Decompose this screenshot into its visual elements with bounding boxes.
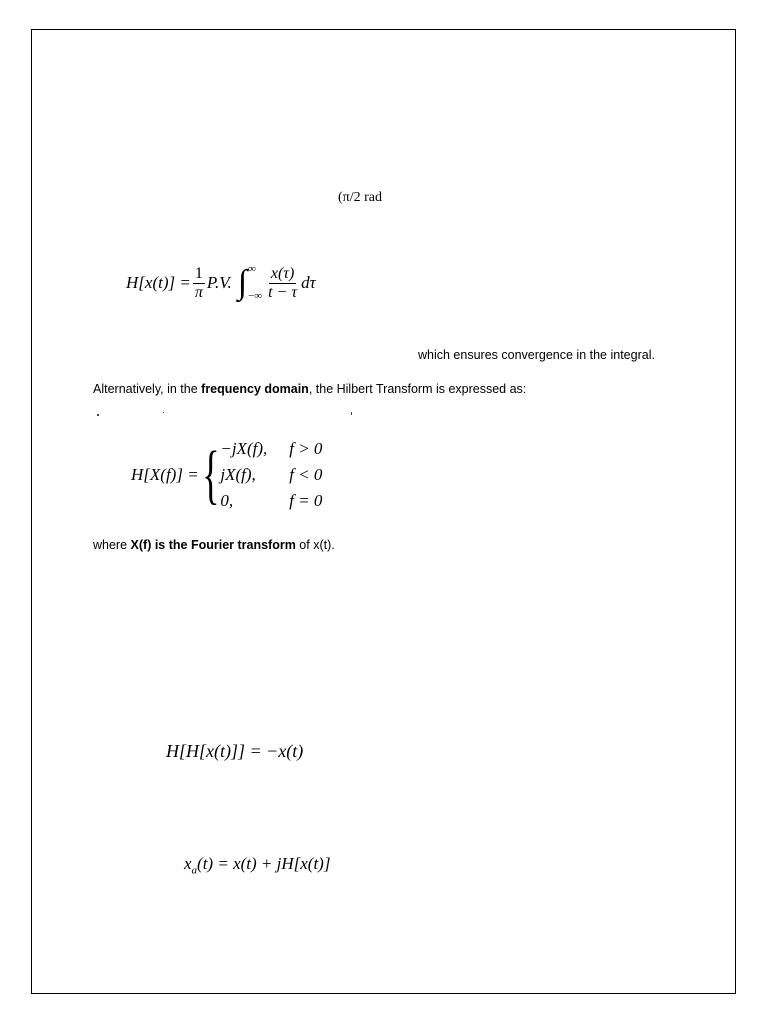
eq1-frac-num: 1 (194, 264, 203, 282)
equation-hilbert-time-domain (126, 264, 316, 302)
eq2-case-value: jX(f), (220, 465, 256, 484)
eq1-lhs: H[x(t)] = (126, 273, 191, 292)
stray-mark (351, 412, 352, 415)
left-brace-icon: { (201, 437, 220, 511)
eq1-fraction (193, 265, 205, 302)
where-bold: X(f) is the Fourier transform (130, 538, 296, 552)
where-after: of x(t). (295, 538, 335, 552)
eq1-frac-den: π (194, 283, 203, 301)
freq-sentence-before: Alternatively, in the (93, 382, 202, 396)
eq2-case-value: 0, (220, 491, 234, 510)
where-before: where (93, 538, 131, 552)
eq1-integrand-num: x(τ) (270, 264, 295, 282)
where-sentence (93, 537, 335, 553)
eq1-upper-limit: ∞ (248, 263, 256, 275)
convergence-note: which ensures convergence in the integral. (418, 348, 655, 362)
eq1-integrand-den: t − τ (268, 283, 298, 301)
eq2-cases (220, 436, 322, 513)
eq2-case-condition: f > 0 (289, 439, 323, 458)
eq1-limits (248, 264, 262, 302)
equation-double-hilbert: H[H[x(t)]] = −x(t) (166, 741, 304, 761)
equation-hilbert-frequency-domain (131, 436, 322, 513)
eq4-lhs-sub: a (191, 864, 198, 877)
eq2-case-condition: f = 0 (289, 491, 323, 510)
freq-sentence-after: , the Hilbert Transform is expressed as: (308, 382, 527, 396)
stray-mark (97, 414, 99, 416)
eq4-rest: (t) = x(t) + jH[x(t)] (197, 854, 331, 873)
stray-mark (163, 412, 164, 413)
eq4-lhs-base: x (184, 854, 192, 873)
angle-fragment: (π/2 rad (338, 190, 382, 205)
integral-sign-icon: ∫ (237, 264, 248, 301)
eq1-integrand (266, 265, 299, 302)
eq1-integral (238, 264, 262, 302)
freq-sentence-bold: frequency domain (201, 382, 309, 396)
eq1-pv: P.V. (206, 273, 232, 292)
eq1-differential: dτ (301, 273, 316, 292)
eq2-lhs: H[X(f)] = (131, 464, 199, 484)
frequency-domain-sentence (93, 381, 526, 397)
equation-analytic-signal (184, 854, 330, 876)
eq1-lower-limit: −∞ (248, 290, 263, 302)
eq2-case-value: −jX(f), (220, 439, 268, 458)
eq2-case-condition: f < 0 (289, 465, 323, 484)
